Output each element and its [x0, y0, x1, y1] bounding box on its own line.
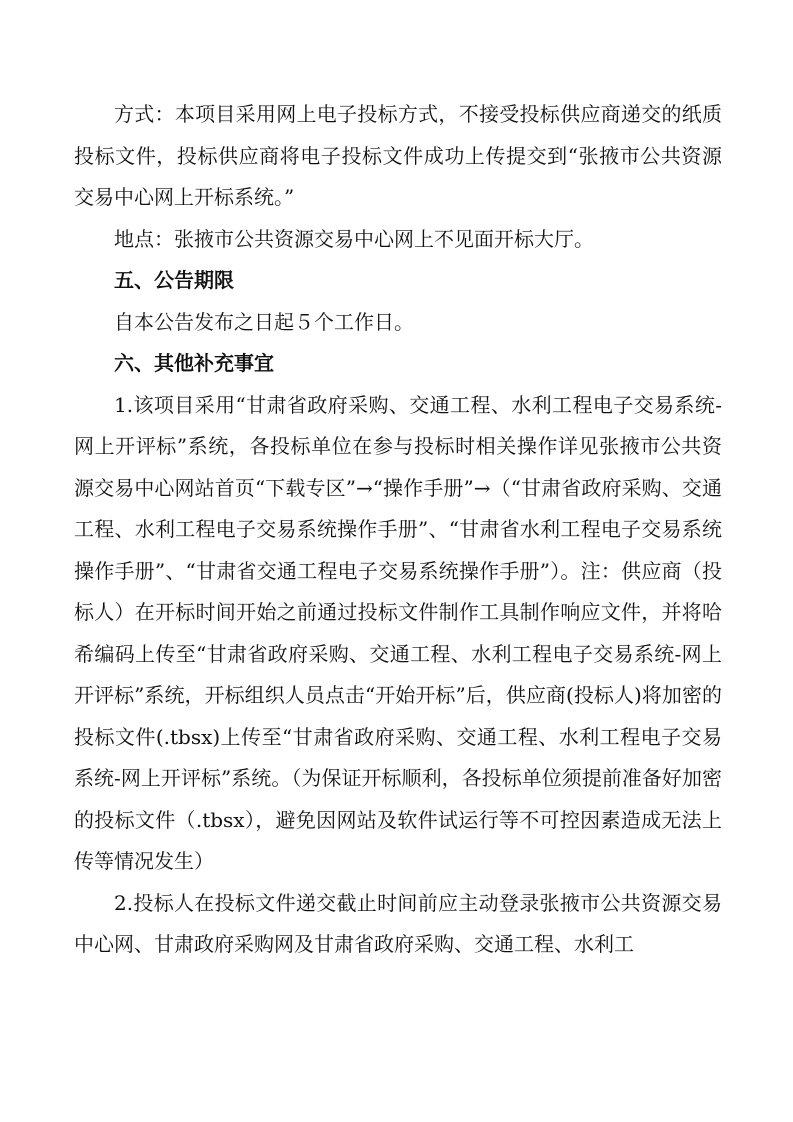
- section-heading-notice-period: 五、公告期限: [114, 268, 234, 292]
- paragraph-notice-period: 自本公告发布之日起５个工作日。: [114, 309, 414, 334]
- paragraph-item-1: 1.该项目采用“甘肃省政府采购、交通工程、水利工程电子交易系统-网上开评标”系统，各投标单位在参与投标时相关操作详见张掖市公共资源交易中心网站首页“下载专区”→“操作手册”→（“甘肃省政府采购、交通工程、水利工程电子交易系统操作手册”、“甘肃省水利工程电子交易系统操作手册”、“甘肃省交通工程电子交易系统操作手册”）。注：供应商（投标人）在开标时间开始之前通过投标文件制作工具制作响应文件，并将哈希编码上传至“甘肃省政府采购、交通工程、水利工程电子交易系统-网上开评标”系统，开标组织人员点击“开始开标”后，供应商(投标人)将加密的投标文件(.tbsx)上传至“甘肃省政府采购、交通工程、水利工程电子交易系统-网上开评标”系统。（为保证开标顺利，各投标单位须提前准备好加密的投标文件（.tbsx），避免因网站及软件试运行等不可控因素造成无法上传等情况发生）: [74, 392, 722, 873]
- paragraph-method: 方式：本项目采用网上电子投标方式，不接受投标供应商递交的纸质投标文件，投标供应商将电子投标文件成功上传提交到“张掖市公共资源交易中心网上开标系统。”: [74, 102, 722, 209]
- document-body: [74, 94, 722, 966]
- section-heading-supplementary: 六、其他补充事宜: [114, 351, 274, 375]
- paragraph-location: 地点：张掖市公共资源交易中心网上不见面开标大厅。: [114, 226, 594, 251]
- paragraph-item-2: 2.投标人在投标文件递交截止时间前应主动登录张掖市公共资源交易中心网、甘肃政府采购网及甘肃省政府采购、交通工程、水利工: [74, 890, 722, 956]
